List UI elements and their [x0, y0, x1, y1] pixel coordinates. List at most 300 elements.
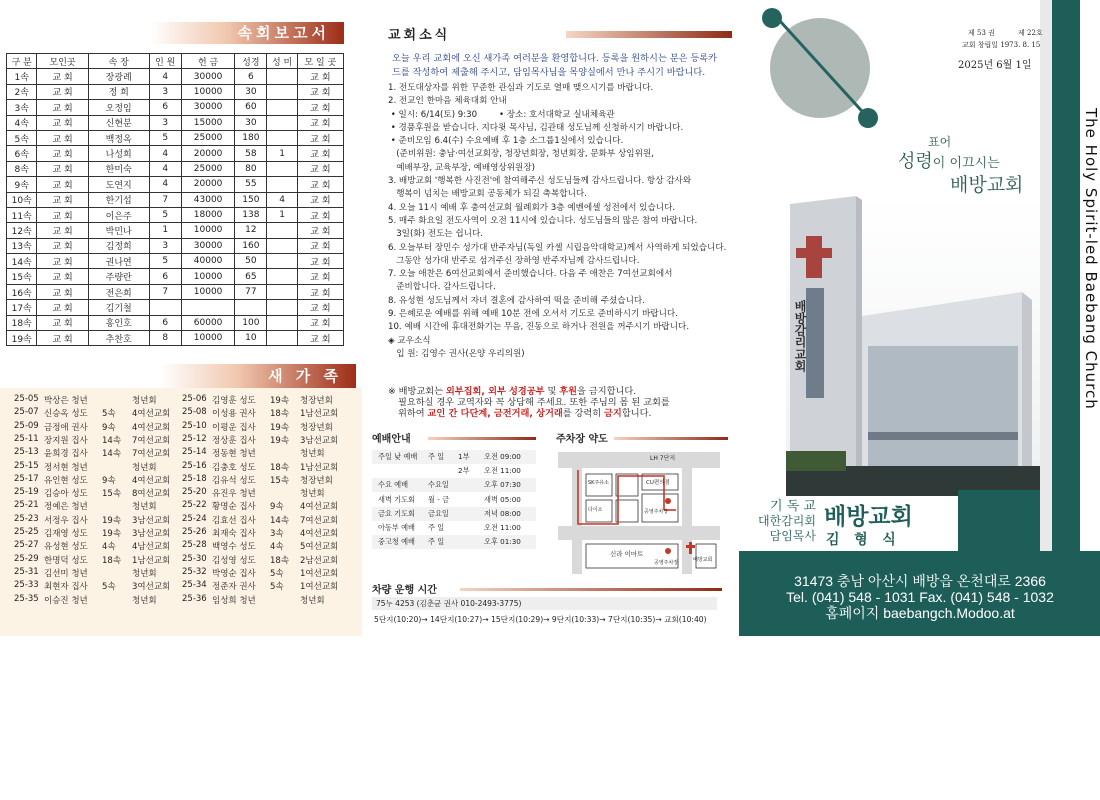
news-item: 3일(화) 전도는 쉽니다.	[388, 229, 483, 240]
family-mission: 청년회	[132, 595, 157, 606]
family-id: 25-33	[14, 580, 39, 591]
attendance-cell: 30000	[181, 100, 234, 115]
new-family-row	[14, 447, 354, 460]
attendance-cell: 교 회	[297, 331, 343, 346]
attendance-cell: 2속	[7, 84, 37, 99]
family-mission: 청년회	[300, 449, 325, 460]
attendance-cell	[267, 84, 297, 99]
attendance-cell: 교 회	[37, 69, 88, 84]
schedule-day: 주 일	[428, 452, 445, 461]
family-id: 25-14	[182, 447, 207, 458]
cover-side-strip	[1052, 0, 1080, 551]
family-name: 금정애 권사	[44, 422, 88, 433]
family-mission: 7여선교회	[132, 449, 171, 460]
family-group: 9속	[102, 475, 116, 486]
new-family-row	[14, 394, 354, 407]
new-family-row	[14, 554, 354, 567]
news-title-rule	[566, 31, 732, 38]
family-mission: 4여선교회	[132, 475, 171, 486]
family-name: 김성영 성도	[212, 555, 256, 566]
bus-title: 차량 운행 시간	[372, 585, 437, 596]
attendance-row	[7, 161, 344, 176]
family-mission: 청장년회	[300, 396, 333, 406]
map-gas-station: SK주유소	[588, 480, 609, 486]
motto-middle: 이 이끄시는	[932, 156, 1000, 171]
family-mission: 청년회	[300, 489, 325, 500]
family-name: 임성희 청년	[212, 595, 256, 606]
church-building-illustration	[786, 196, 1040, 496]
family-group: 14속	[102, 435, 122, 446]
warn-red-4: 금지	[604, 408, 622, 419]
attendance-cell: 100	[235, 315, 267, 330]
attendance-cell: 16속	[7, 284, 37, 299]
attendance-cell: 1	[267, 207, 297, 222]
attendance-cell: 교 회	[297, 300, 343, 315]
news-item: 5. 매주 화요일 전도사역이 오전 11시에 있습니다. 성도님들의 많은 참여 바랍니다.	[388, 215, 698, 226]
attendance-cell	[267, 161, 297, 176]
attendance-cell: 30	[235, 84, 267, 99]
attendance-cell: 13속	[7, 238, 37, 253]
attendance-cell: 3	[149, 115, 181, 130]
family-name: 한명덕 성도	[44, 555, 88, 566]
attendance-cell: 20000	[181, 177, 234, 192]
family-name: 이성용 권사	[212, 409, 256, 420]
attendance-cell: 백정옥	[88, 130, 149, 145]
new-family-row	[14, 567, 354, 580]
attendance-cell: 한기섭	[88, 192, 149, 207]
family-id: 25-29	[14, 553, 39, 564]
map-daiso: 다이소	[588, 507, 603, 513]
attendance-cell: 4	[149, 177, 181, 192]
schedule-service: 새벽 기도회	[378, 494, 416, 504]
attendance-cell: 교 회	[37, 223, 88, 238]
attendance-cell: 교 회	[37, 192, 88, 207]
family-name: 김유석 성도	[212, 475, 256, 486]
family-group: 14속	[270, 515, 290, 526]
attendance-cell: 교 회	[297, 207, 343, 222]
news-item: 준비합니다. 감사드립니다.	[388, 282, 496, 293]
attendance-cell: 180	[235, 130, 267, 145]
family-group: 9속	[102, 422, 116, 433]
family-name: 이승진 청년	[44, 595, 88, 606]
schedule-row	[372, 535, 536, 549]
attendance-cell: 교 회	[37, 254, 88, 269]
warn-red-2: 후원	[559, 386, 578, 397]
news-item: 3. 배방교회 '행복한 사진전'에 참여해주신 성도님들께 감사드립니다. 항상 감사와	[388, 176, 692, 187]
family-mission: 4여선교회	[132, 409, 171, 420]
family-group: 18속	[102, 555, 122, 566]
attendance-cell: 추찬호	[88, 331, 149, 346]
attendance-row	[7, 100, 344, 115]
attendance-cell: 교 회	[37, 177, 88, 192]
attendance-cell: 25000	[181, 130, 234, 145]
family-mission: 8여선교회	[132, 489, 171, 500]
news-title: 교회소식	[388, 28, 451, 43]
attendance-cell: 8	[149, 331, 181, 346]
attendance-cell: 장광례	[88, 69, 149, 84]
family-mission: 청장년회	[300, 475, 333, 486]
attendance-row	[7, 146, 344, 161]
attendance-cell: 4	[149, 161, 181, 176]
attendance-cell: 4	[267, 192, 297, 207]
family-mission: 3남선교회	[300, 435, 339, 446]
attendance-cell: 1	[267, 146, 297, 161]
schedule-service: 수요 예배	[378, 480, 409, 490]
attendance-cell: 교 회	[297, 223, 343, 238]
map-title-rule	[614, 437, 728, 440]
attendance-cell	[267, 284, 297, 299]
new-family-row	[14, 407, 354, 420]
news-item: 행복이 넘치는 배방교회 공동체가 되길 축복합니다.	[388, 189, 587, 200]
family-mission: 3남선교회	[132, 529, 171, 539]
attendance-cell: 43000	[181, 192, 234, 207]
family-group: 4속	[270, 542, 284, 553]
attendance-cell: 6	[149, 100, 181, 115]
attendance-cell: 오정임	[88, 100, 149, 115]
new-family-row	[14, 540, 354, 553]
schedule-time: 오전 11:00	[484, 523, 521, 532]
attendance-cell: 55	[235, 177, 267, 192]
attendance-cell: 4속	[7, 115, 37, 130]
attendance-cell: 10000	[181, 284, 234, 299]
new-family-row	[14, 580, 354, 593]
cover-date: 2025년 6월 1일	[958, 60, 1032, 71]
attendance-cell	[267, 315, 297, 330]
schedule-day: 주 일	[428, 537, 445, 547]
attendance-cell: 교 회	[297, 238, 343, 253]
family-id: 25-31	[14, 566, 39, 577]
family-name: 정동현 청년	[212, 449, 256, 460]
new-family-row	[14, 527, 354, 540]
attendance-cell: 한미숙	[88, 161, 149, 176]
family-id: 25-13	[14, 447, 39, 458]
attendance-cell: 11속	[7, 207, 37, 222]
attendance-cell: 80	[235, 161, 267, 176]
attendance-row	[7, 223, 344, 238]
attendance-cell: 30000	[181, 69, 234, 84]
schedule-time: 오전 09:00	[484, 452, 521, 461]
family-group: 15속	[270, 475, 290, 486]
schedule-time: 새벽 05:00	[484, 494, 521, 504]
cover-address: 31473 충남 아산시 배방읍 온천대로 2366	[794, 573, 1046, 589]
family-mission: 1남선교회	[300, 462, 339, 473]
new-family-row	[14, 487, 354, 500]
attendance-cell: 6속	[7, 146, 37, 161]
attendance-cell: 교 회	[37, 331, 88, 346]
family-name: 김영훈 성도	[212, 396, 256, 406]
family-name: 유진우 청년	[212, 489, 256, 500]
attendance-cell: 교 회	[297, 192, 343, 207]
family-id: 25-09	[14, 420, 39, 431]
attendance-title: 속회보고서	[237, 24, 330, 42]
family-id: 25-16	[182, 460, 207, 471]
attendance-cell: 65	[235, 269, 267, 284]
attendance-cell: 교 회	[297, 115, 343, 130]
family-name: 최재숙 집사	[212, 529, 256, 539]
schedule-time: 오후 07:30	[484, 480, 521, 490]
warn-line-3b: 를 강력히	[562, 408, 605, 419]
family-mission: 4남선교회	[132, 542, 171, 553]
attendance-row	[7, 177, 344, 192]
cover-number: 제 22호	[1018, 29, 1043, 37]
news-item: • 일시: 6/14(토) 9:30 • 장소: 호서대학교 실내체육관	[388, 109, 615, 120]
map-parking-1: 공영주차장	[644, 509, 669, 515]
family-id: 25-34	[182, 580, 207, 591]
family-group: 19속	[270, 435, 290, 446]
attendance-cell	[267, 223, 297, 238]
family-id: 25-35	[14, 593, 39, 604]
attendance-row	[7, 207, 344, 222]
family-mission: 4여선교회	[300, 529, 339, 539]
attendance-cell	[235, 300, 267, 315]
cover-side-shadow	[1040, 0, 1052, 551]
family-mission: 1남선교회	[300, 409, 339, 420]
attendance-row	[7, 115, 344, 130]
new-family-row	[14, 514, 354, 527]
warn-mid-1: 및	[544, 386, 560, 397]
new-family-title-banner	[160, 364, 356, 388]
attendance-cell: 6	[235, 69, 267, 84]
attendance-cell	[267, 238, 297, 253]
schedule-part: 2부	[458, 466, 470, 476]
schedule-row	[372, 507, 536, 521]
news-item: 8. 유성현 성도님께서 자녀 결혼에 감사하여 떡을 준비해 주셨습니다.	[388, 295, 645, 306]
news-list	[388, 82, 730, 361]
family-mission: 청장년회	[300, 422, 333, 433]
family-mission: 7여선교회	[132, 435, 171, 446]
attendance-cell: 3속	[7, 100, 37, 115]
attendance-cell: 교 회	[297, 84, 343, 99]
motto-label: 표어	[928, 135, 952, 149]
family-mission: 청년회	[132, 502, 157, 513]
attendance-cell: 60000	[181, 315, 234, 330]
attendance-header-cell: 속 장	[88, 54, 149, 69]
family-group: 19속	[102, 515, 122, 526]
denomination-2: 대한감리회	[758, 514, 816, 528]
news-intro: 오늘 우리 교회에 오신 새가족 여러분을 환영합니다. 등록을 원하시는 분은 등록카드를 작성하여 제출해 주시고, 담임목사님을 목양실에서 만나 주시기 바랍니다.	[392, 53, 718, 78]
attendance-cell: 15속	[7, 269, 37, 284]
attendance-cell: 3	[149, 84, 181, 99]
warn-red-1: 외부집회, 외부 성경공부	[445, 386, 545, 397]
family-id: 25-18	[182, 473, 207, 484]
attendance-cell: 5	[149, 254, 181, 269]
pastor-label: 담임목사	[769, 529, 816, 543]
family-name: 장지원 집사	[44, 435, 88, 446]
family-name: 서정우 집사	[44, 515, 88, 526]
attendance-cell: 교 회	[37, 238, 88, 253]
schedule-row	[372, 478, 536, 492]
schedule-row	[372, 493, 536, 507]
cover-green-corner	[958, 490, 1040, 551]
new-family-row	[14, 474, 354, 487]
warn-prefix: ※ 배방교회는	[388, 386, 446, 397]
attendance-cell: 교 회	[37, 115, 88, 130]
attendance-cell: 1	[149, 223, 181, 238]
attendance-cell: 50	[235, 254, 267, 269]
schedule-time: 저녁 08:00	[484, 508, 521, 518]
family-name: 신승옥 성도	[44, 409, 88, 420]
family-name: 윤희경 집사	[44, 449, 88, 460]
family-name: 김효선 집사	[212, 515, 256, 526]
family-name: 김승아 성도	[44, 489, 88, 500]
new-family-row	[14, 434, 354, 447]
attendance-row	[7, 192, 344, 207]
attendance-row	[7, 254, 344, 269]
attendance-header-cell: 모인곳	[37, 54, 88, 69]
attendance-cell: 58	[235, 146, 267, 161]
attendance-title-banner	[150, 22, 344, 44]
attendance-cell: 10000	[181, 84, 234, 99]
attendance-cell: 30000	[181, 238, 234, 253]
cover-founded: 교회 창립일 1973. 8. 15	[962, 41, 1041, 49]
family-group: 19속	[270, 422, 290, 433]
family-id: 25-24	[182, 513, 207, 524]
family-group: 18속	[270, 555, 290, 566]
family-group: 5속	[102, 582, 116, 593]
family-mission: 7여선교회	[300, 515, 339, 526]
attendance-cell: 19속	[7, 331, 37, 346]
attendance-cell: 40000	[181, 254, 234, 269]
family-mission: 청년회	[132, 568, 157, 579]
family-id: 25-19	[14, 487, 39, 498]
attendance-cell: 7	[149, 284, 181, 299]
family-id: 25-32	[182, 566, 207, 577]
cover-contact-footer	[739, 551, 1100, 636]
motto-spirit: 성령	[898, 151, 933, 172]
attendance-cell: 6	[149, 315, 181, 330]
news-item: (준비위원: 충남·여선교회장, 청장년회장, 청년회장, 문화부 상임위원,	[388, 149, 654, 160]
attendance-cell: 5	[149, 130, 181, 145]
new-family-row	[14, 421, 354, 434]
attendance-cell: 교 회	[297, 130, 343, 145]
parking-map	[558, 446, 720, 574]
family-id: 25-21	[14, 500, 39, 511]
bus-vehicle-info: 75누 4253 (김춘균 권사 010-2493-3775)	[372, 597, 717, 610]
attendance-cell: 교 회	[297, 254, 343, 269]
news-item: ◈ 교우소식	[388, 335, 431, 346]
attendance-cell: 김기철	[88, 300, 149, 315]
family-name: 최현자 집사	[44, 582, 88, 593]
map-road-label: LH 7단지	[650, 455, 676, 462]
warn-mid-2: 을 금지합니다.	[577, 386, 637, 397]
family-id: 25-27	[14, 540, 39, 551]
news-item: 7. 오늘 애찬은 6여선교회에서 준비했습니다. 다음 주 애찬은 7여선교회에서	[388, 269, 673, 280]
attendance-cell: 10000	[181, 269, 234, 284]
attendance-row	[7, 238, 344, 253]
attendance-cell	[267, 115, 297, 130]
attendance-cell: 7	[149, 192, 181, 207]
attendance-cell: 6	[149, 269, 181, 284]
family-mission: 청년회	[132, 396, 157, 406]
attendance-cell: 교 회	[297, 269, 343, 284]
family-group: 5속	[270, 568, 284, 579]
attendance-cell: 17속	[7, 300, 37, 315]
cover-vertical-title: The Holy Spirit-led Baebang Church	[1082, 108, 1100, 410]
attendance-cell: 교 회	[37, 300, 88, 315]
attendance-cell: 교 회	[297, 146, 343, 161]
family-id: 25-28	[182, 540, 207, 551]
attendance-cell: 교 회	[37, 161, 88, 176]
attendance-header-cell: 모 일 곳	[297, 54, 343, 69]
attendance-cell: 150	[235, 192, 267, 207]
attendance-cell: 18000	[181, 207, 234, 222]
church-warning	[388, 386, 730, 419]
family-id: 25-08	[182, 407, 207, 418]
attendance-cell: 12	[235, 223, 267, 238]
family-id: 25-15	[14, 460, 39, 471]
attendance-cell: 10000	[181, 331, 234, 346]
attendance-cell	[267, 331, 297, 346]
schedule-row	[372, 521, 536, 535]
attendance-cell: 교 회	[297, 100, 343, 115]
attendance-row	[7, 284, 344, 299]
family-mission: 2남선교회	[300, 555, 339, 566]
family-name: 유성현 성도	[44, 542, 88, 553]
family-id: 25-11	[14, 433, 39, 444]
new-family-row	[14, 500, 354, 513]
schedule-day: 월 - 금	[428, 494, 450, 504]
attendance-cell: 교 회	[37, 84, 88, 99]
attendance-cell: 25000	[181, 161, 234, 176]
cover-circles-decoration	[760, 0, 880, 130]
church-sign: 배방감리교회	[793, 300, 807, 372]
attendance-cell: 160	[235, 238, 267, 253]
attendance-cell: 8속	[7, 161, 37, 176]
family-group: 19속	[270, 396, 290, 406]
family-id: 25-06	[182, 394, 207, 404]
news-item: 4. 오늘 11시 예배 후 충여선교회 월례회가 3층 예벤에셀 성전에서 있습니다.	[388, 202, 676, 213]
news-item: 그동안 성가대 반주로 섬겨주신 장하영 반주자님께 감사드립니다.	[388, 255, 640, 266]
motto-church: 배방교회	[950, 174, 1024, 196]
attendance-cell	[267, 69, 297, 84]
family-name: 이평운 집사	[212, 422, 256, 433]
warn-red-3: 교인 간 다단계, 금전거래, 상거래	[427, 408, 563, 419]
news-item: • 준비모임 6.4(수) 수요예배 후 1층 소그룹1실에서 있습니다.	[388, 136, 624, 147]
attendance-header-cell: 성 미	[267, 54, 297, 69]
attendance-cell	[267, 100, 297, 115]
church-name: 배방교회	[824, 504, 913, 530]
news-item: • 경품후원을 받습니다. 지다윗 목사님, 김관태 성도님께 신청하시기 바랍니다.	[388, 122, 684, 133]
attendance-cell: 77	[235, 284, 267, 299]
attendance-cell: 교 회	[37, 100, 88, 115]
family-group: 9속	[270, 502, 284, 513]
attendance-cell: 신현분	[88, 115, 149, 130]
map-parking-2: 공영주차장	[654, 560, 679, 566]
family-name: 김재영 성도	[44, 529, 88, 539]
family-id: 25-26	[182, 527, 207, 537]
warn-line-3c: 합니다.	[621, 408, 652, 419]
schedule-part: 1부	[458, 452, 470, 461]
family-mission: 3남선교회	[132, 515, 171, 526]
family-name: 박영순 집사	[212, 568, 256, 579]
family-id: 25-07	[14, 407, 39, 418]
attendance-cell: 교 회	[37, 269, 88, 284]
attendance-row	[7, 300, 344, 315]
family-mission: 1여선교회	[300, 568, 339, 579]
family-mission: 5여선교회	[300, 542, 339, 553]
bus-route: 5단지(10:20)→ 14단지(10:27)→ 15단지(10:29)→ 9단지(10:33)→ 7단지(10:35)→ 교회(10:40)	[374, 615, 707, 624]
family-group: 18속	[270, 409, 290, 420]
family-group: 18속	[270, 462, 290, 473]
family-name: 정상훈 집사	[212, 435, 256, 446]
attendance-header-cell: 헌 금	[181, 54, 234, 69]
family-id: 25-10	[182, 420, 207, 431]
family-name: 박상은 청년	[44, 396, 88, 406]
news-item: 1. 전도대상자를 위한 꾸준한 관심과 기도로 열매 맺으시기를 바랍니다.	[388, 83, 654, 93]
warn-line-3a: 위하여	[398, 408, 428, 419]
attendance-cell: 138	[235, 207, 267, 222]
cover-homepage: 홈페이지 baebangch.Modoo.at	[825, 605, 1015, 621]
